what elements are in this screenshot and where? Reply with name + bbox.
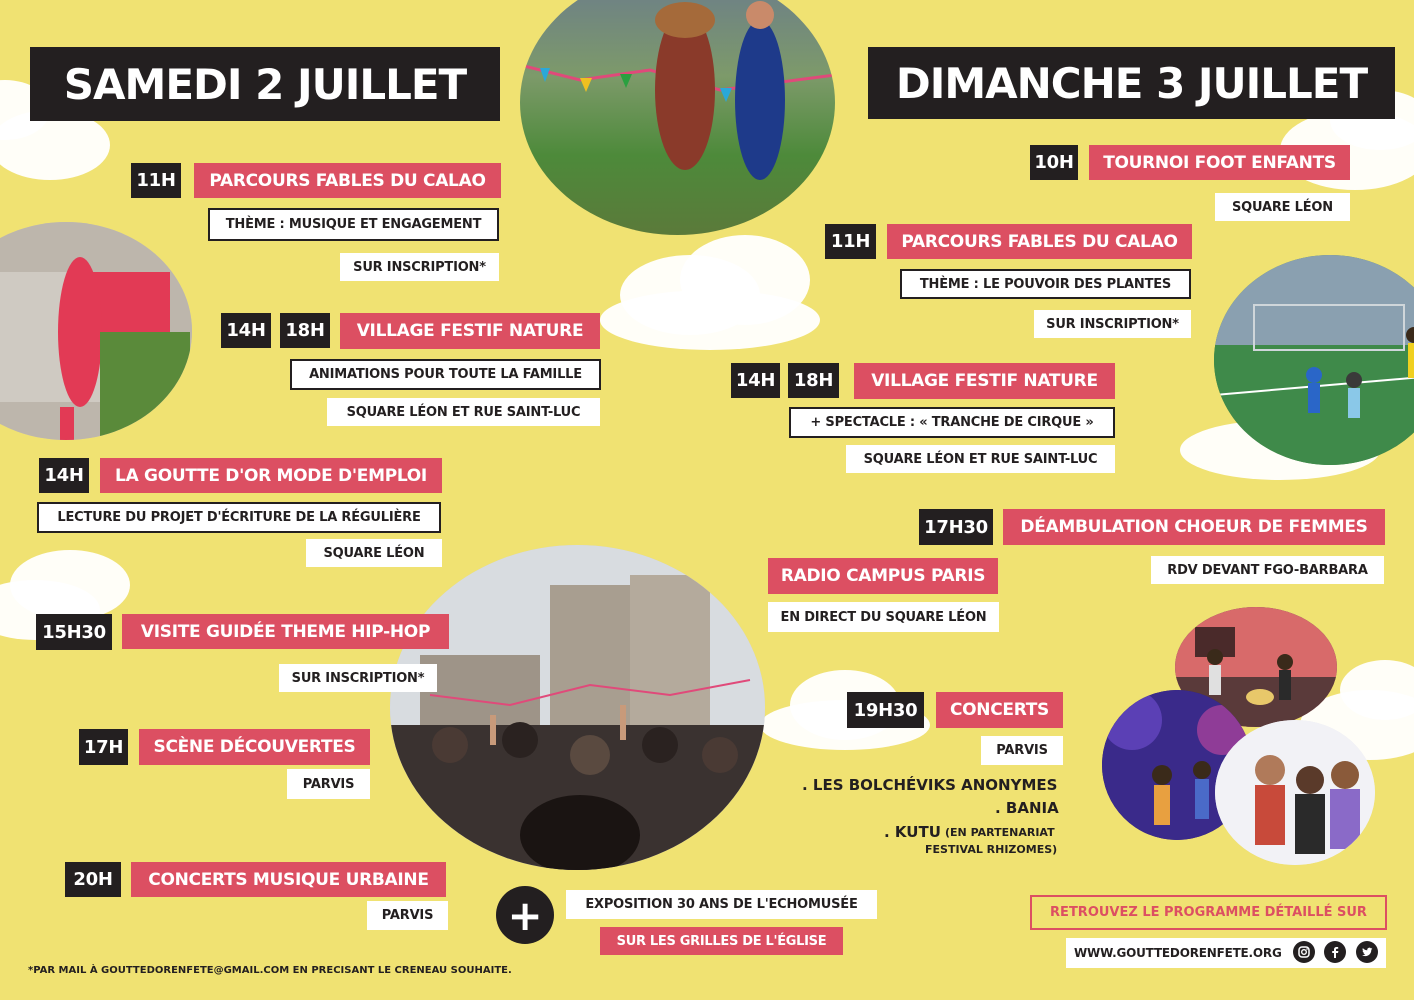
event-description: ANIMATIONS POUR TOUTE LA FAMILLE <box>290 359 601 390</box>
event-title: PARCOURS FABLES DU CALAO <box>887 224 1192 259</box>
event-title: VILLAGE FESTIF NATURE <box>854 363 1115 399</box>
photo-pink-bird-sculpture <box>0 222 192 440</box>
event-time: 17H <box>79 729 128 765</box>
event-time: 10H <box>1030 145 1078 180</box>
registration-footnote: *PAR MAIL À GOUTTEDORENFETE@GMAIL.COM EN PRECISANT LE CRENEAU SOUHAITE. <box>28 965 512 976</box>
event-time: 20H <box>65 862 121 897</box>
event-title: TOURNOI FOOT ENFANTS <box>1089 145 1350 180</box>
expo-title: EXPOSITION 30 ANS DE L'ECHOMUSÉE <box>566 890 877 919</box>
lineup-item: . BANIA <box>995 799 1059 817</box>
photo-costume-parade <box>520 0 835 235</box>
event-meeting-point: RDV DEVANT FGO-BARBARA <box>1151 556 1384 584</box>
event-title: VILLAGE FESTIF NATURE <box>340 313 600 349</box>
event-title: SCÈNE DÉCOUVERTES <box>139 729 370 765</box>
event-description: LECTURE DU PROJET D'ÉCRITURE DE LA RÉGULIÈRE <box>37 502 441 533</box>
event-time: 14H <box>39 458 89 493</box>
programme-text: RETROUVEZ LE PROGRAMME DÉTAILLÉ SUR <box>1050 905 1367 920</box>
event-title: PARCOURS FABLES DU CALAO <box>194 163 501 198</box>
radio-description: EN DIRECT DU SQUARE LÉON <box>768 602 999 632</box>
event-description: + SPECTACLE : « TRANCHE DE CIRQUE » <box>789 407 1115 438</box>
event-title: CONCERTS MUSIQUE URBAINE <box>131 862 446 897</box>
event-location: PARVIS <box>287 769 370 799</box>
programme-notice <box>1030 895 1387 930</box>
website-url[interactable]: WWW.GOUTTEDORENFETE.ORG <box>1074 946 1282 960</box>
event-time: 11H <box>825 224 876 259</box>
lineup-item: . KUTU <box>884 823 941 841</box>
twitter-icon[interactable] <box>1356 941 1378 963</box>
expo-location: SUR LES GRILLES DE L'ÉGLISE <box>600 927 843 955</box>
sunday-title: DIMANCHE 3 JUILLET <box>868 47 1395 119</box>
event-time-start: 14H <box>221 313 271 348</box>
facebook-icon[interactable] <box>1324 941 1346 963</box>
event-location: SQUARE LÉON ET RUE SAINT-LUC <box>846 445 1115 473</box>
instagram-icon[interactable] <box>1293 941 1315 963</box>
event-theme: THÈME : LE POUVOIR DES PLANTES <box>900 269 1191 299</box>
lineup-item: . LES BOLCHÉVIKS ANONYMES <box>802 776 1058 794</box>
event-time: 15H30 <box>36 614 112 650</box>
photo-artists-group <box>1215 720 1375 865</box>
event-time-end: 18H <box>788 363 839 398</box>
radio-title: RADIO CAMPUS PARIS <box>768 558 998 594</box>
event-title: CONCERTS <box>936 692 1063 728</box>
event-registration: SUR INSCRIPTION* <box>279 664 437 692</box>
event-theme: THÈME : MUSIQUE ET ENGAGEMENT <box>208 208 499 241</box>
event-location: SQUARE LÉON <box>1215 193 1350 221</box>
event-registration: SUR INSCRIPTION* <box>340 253 499 281</box>
event-registration: SUR INSCRIPTION* <box>1034 310 1191 338</box>
event-time: 19H30 <box>847 692 924 728</box>
event-time-end: 18H <box>280 313 330 348</box>
event-title: LA GOUTTE D'OR MODE D'EMPLOI <box>100 458 442 493</box>
event-location: PARVIS <box>367 901 448 930</box>
plus-icon: + <box>496 886 554 944</box>
photo-crowd-church <box>390 545 765 870</box>
event-time: 11H <box>131 163 181 198</box>
event-location: SQUARE LÉON ET RUE SAINT-LUC <box>327 398 600 426</box>
event-location: SQUARE LÉON <box>306 539 442 567</box>
lineup-partner: FESTIVAL RHIZOMES) <box>925 843 1058 856</box>
event-title: VISITE GUIDÉE THEME HIP-HOP <box>122 614 449 649</box>
event-title: DÉAMBULATION CHOEUR DE FEMMES <box>1003 509 1385 545</box>
event-time-start: 14H <box>731 363 780 398</box>
event-location: PARVIS <box>981 736 1063 765</box>
lineup-partner: (EN PARTENARIAT <box>945 826 1055 839</box>
event-time: 17H30 <box>919 509 993 545</box>
saturday-title: SAMEDI 2 JUILLET <box>30 47 500 121</box>
